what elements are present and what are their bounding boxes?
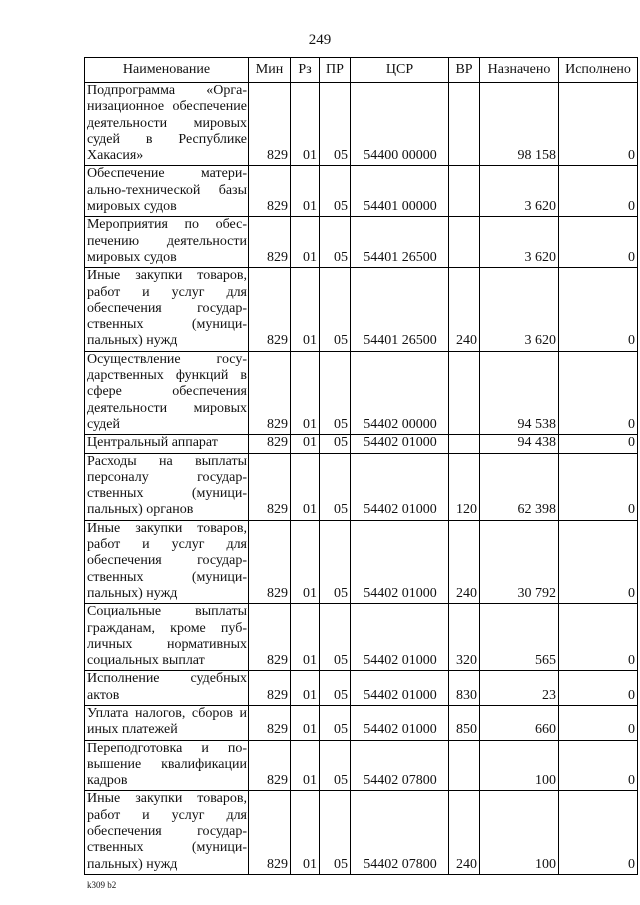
- cell-min: 829: [249, 453, 291, 520]
- cell-name: Центральный аппарат: [85, 435, 249, 453]
- cell-min: 829: [249, 217, 291, 268]
- cell-rz: 01: [291, 791, 320, 874]
- cell-csr: 54402 07800: [351, 740, 449, 791]
- cell-name: Иные закупки товаров, работ и услуг для обеспечения государственных (муниципальных) нужд: [85, 791, 249, 874]
- cell-pr: 05: [320, 351, 351, 434]
- page-number: 249: [308, 32, 332, 48]
- cell-assigned: 100: [480, 791, 559, 874]
- col-header-min: Мин: [249, 58, 291, 83]
- cell-name: Подпрограмма «Организационное обеспечение деятельности мировых судей в Республике Хакасия»: [85, 83, 249, 166]
- cell-pr: 05: [320, 791, 351, 874]
- cell-min: 829: [249, 705, 291, 740]
- cell-assigned: 100: [480, 740, 559, 791]
- cell-csr: 54400 00000: [351, 83, 449, 166]
- cell-csr: 54402 01000: [351, 671, 449, 706]
- cell-assigned: 565: [480, 604, 559, 671]
- cell-assigned: 3 620: [480, 217, 559, 268]
- cell-pr: 05: [320, 671, 351, 706]
- col-header-rz: Рз: [291, 58, 320, 83]
- cell-executed: 0: [559, 740, 638, 791]
- cell-executed: 0: [559, 435, 638, 453]
- table-row: [85, 166, 638, 217]
- table-row: [85, 671, 638, 706]
- cell-rz: 01: [291, 83, 320, 166]
- cell-min: 829: [249, 435, 291, 453]
- cell-min: 829: [249, 791, 291, 874]
- cell-rz: 01: [291, 671, 320, 706]
- col-header-pr: ПР: [320, 58, 351, 83]
- cell-rz: 01: [291, 705, 320, 740]
- cell-csr: 54402 01000: [351, 435, 449, 453]
- cell-pr: 05: [320, 740, 351, 791]
- cell-executed: 0: [559, 671, 638, 706]
- cell-pr: 05: [320, 453, 351, 520]
- cell-rz: 01: [291, 740, 320, 791]
- cell-name: Обеспечение материально-технической базы мировых судов: [85, 166, 249, 217]
- cell-assigned: 94 438: [480, 435, 559, 453]
- col-header-csr: ЦСР: [351, 58, 449, 83]
- table-row: [85, 351, 638, 434]
- cell-assigned: 98 158: [480, 83, 559, 166]
- table-row: [85, 705, 638, 740]
- table-row: [85, 435, 638, 453]
- cell-vr: [449, 83, 480, 166]
- cell-min: 829: [249, 671, 291, 706]
- cell-min: 829: [249, 268, 291, 351]
- table-row: [85, 83, 638, 166]
- cell-name: Социальные выплаты гражданам, кроме публичных нормативных социальных выплат: [85, 604, 249, 671]
- table-row: [85, 268, 638, 351]
- cell-csr: 54402 01000: [351, 705, 449, 740]
- cell-rz: 01: [291, 217, 320, 268]
- cell-rz: 01: [291, 351, 320, 434]
- cell-executed: 0: [559, 166, 638, 217]
- cell-csr: 54401 26500: [351, 268, 449, 351]
- cell-csr: 54402 07800: [351, 791, 449, 874]
- cell-assigned: 94 538: [480, 351, 559, 434]
- budget-table: [84, 57, 638, 875]
- cell-assigned: 23: [480, 671, 559, 706]
- cell-name: Уплата налогов, сборов и иных платежей: [85, 705, 249, 740]
- cell-min: 829: [249, 520, 291, 603]
- table-row: [85, 604, 638, 671]
- cell-vr: 240: [449, 520, 480, 603]
- cell-vr: [449, 740, 480, 791]
- cell-name: Переподготовка и повышение квалификации кадров: [85, 740, 249, 791]
- cell-name: Исполнение судебных актов: [85, 671, 249, 706]
- cell-min: 829: [249, 351, 291, 434]
- cell-pr: 05: [320, 83, 351, 166]
- cell-vr: [449, 351, 480, 434]
- cell-executed: 0: [559, 83, 638, 166]
- cell-csr: 54401 26500: [351, 217, 449, 268]
- cell-assigned: 3 620: [480, 166, 559, 217]
- cell-pr: 05: [320, 604, 351, 671]
- cell-vr: 240: [449, 791, 480, 874]
- col-header-name: Наименование: [85, 58, 249, 83]
- cell-min: 829: [249, 740, 291, 791]
- cell-rz: 01: [291, 435, 320, 453]
- cell-csr: 54402 01000: [351, 453, 449, 520]
- table-row: [85, 217, 638, 268]
- cell-name: Иные закупки товаров, работ и услуг для обеспечения государственных (муниципальных) нужд: [85, 268, 249, 351]
- col-header-assigned: Назначено: [480, 58, 559, 83]
- cell-min: 829: [249, 604, 291, 671]
- cell-pr: 05: [320, 520, 351, 603]
- cell-csr: 54402 01000: [351, 520, 449, 603]
- cell-vr: 850: [449, 705, 480, 740]
- cell-executed: 0: [559, 351, 638, 434]
- cell-name: Расходы на выплаты персоналу государственных (муниципальных) органов: [85, 453, 249, 520]
- col-header-executed: Исполнено: [559, 58, 638, 83]
- table-header-row: [85, 58, 638, 83]
- table-row: [85, 740, 638, 791]
- cell-executed: 0: [559, 453, 638, 520]
- cell-csr: 54401 00000: [351, 166, 449, 217]
- cell-executed: 0: [559, 791, 638, 874]
- cell-name: Осуществление государственных функций в сфере обеспечения деятельности мировых судей: [85, 351, 249, 434]
- cell-assigned: 660: [480, 705, 559, 740]
- cell-pr: 05: [320, 166, 351, 217]
- cell-min: 829: [249, 83, 291, 166]
- cell-name: Мероприятия по обеспечению деятельности мировых судов: [85, 217, 249, 268]
- cell-vr: 830: [449, 671, 480, 706]
- cell-pr: 05: [320, 217, 351, 268]
- cell-vr: 320: [449, 604, 480, 671]
- table-row: [85, 791, 638, 874]
- cell-min: 829: [249, 166, 291, 217]
- cell-rz: 01: [291, 268, 320, 351]
- cell-rz: 01: [291, 166, 320, 217]
- cell-vr: 120: [449, 453, 480, 520]
- cell-assigned: 30 792: [480, 520, 559, 603]
- cell-vr: [449, 435, 480, 453]
- cell-executed: 0: [559, 520, 638, 603]
- footer-code: k309 b2: [87, 880, 117, 890]
- cell-executed: 0: [559, 705, 638, 740]
- cell-vr: [449, 166, 480, 217]
- cell-vr: [449, 217, 480, 268]
- cell-rz: 01: [291, 520, 320, 603]
- cell-assigned: 3 620: [480, 268, 559, 351]
- cell-csr: 54402 01000: [351, 604, 449, 671]
- cell-rz: 01: [291, 604, 320, 671]
- col-header-vr: ВР: [449, 58, 480, 83]
- cell-executed: 0: [559, 217, 638, 268]
- cell-assigned: 62 398: [480, 453, 559, 520]
- cell-name: Иные закупки товаров, работ и услуг для обеспечения государственных (муниципальных) нужд: [85, 520, 249, 603]
- table-row: [85, 453, 638, 520]
- table-row: [85, 520, 638, 603]
- cell-pr: 05: [320, 705, 351, 740]
- cell-vr: 240: [449, 268, 480, 351]
- cell-executed: 0: [559, 268, 638, 351]
- cell-rz: 01: [291, 453, 320, 520]
- cell-pr: 05: [320, 435, 351, 453]
- cell-csr: 54402 00000: [351, 351, 449, 434]
- cell-executed: 0: [559, 604, 638, 671]
- cell-pr: 05: [320, 268, 351, 351]
